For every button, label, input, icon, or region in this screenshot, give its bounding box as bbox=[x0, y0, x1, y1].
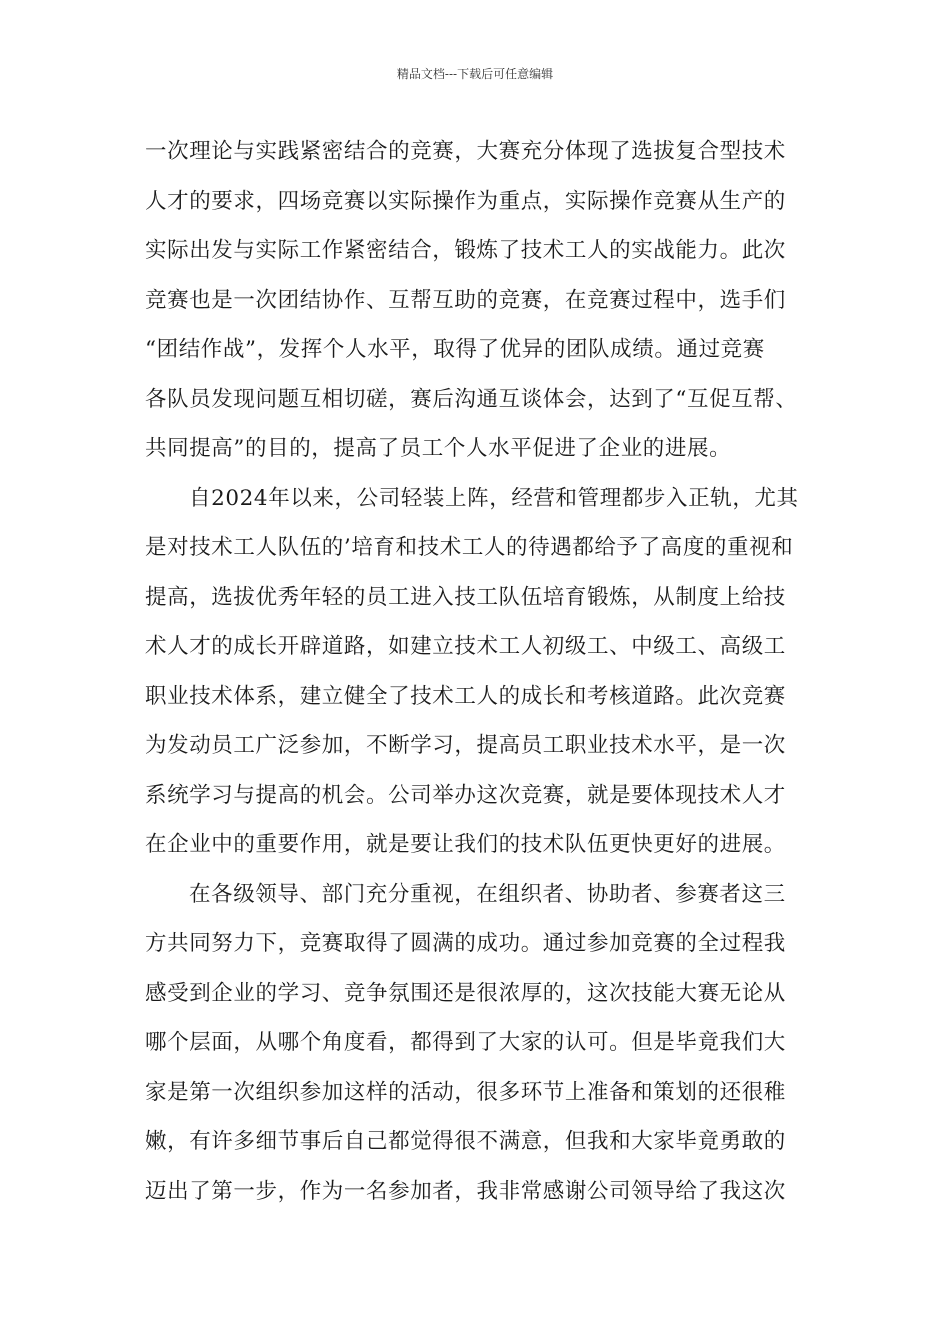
paragraph-first-line: 自2024年以来，公司轻装上阵，经营和管理都步入正轨，尤其 bbox=[189, 485, 799, 511]
text-line: 一次理论与实践紧密结合的竞赛，大赛充分体现了选拔复合型技术 bbox=[145, 139, 786, 164]
text-line: 竞赛也是一次团结协作、互帮互助的竞赛，在竞赛过程中，选手们 bbox=[145, 287, 786, 313]
text-line: 职业技术体系，建立健全了技术工人的成长和考核道路。此次竞赛 bbox=[145, 683, 786, 709]
text-line: 哪个层面，从哪个角度看，都得到了大家的认可。但是毕竟我们大 bbox=[145, 1030, 786, 1055]
text-line: 迈出了第一步，作为一名参加者，我非常感谢公司领导给了我这次 bbox=[145, 1178, 786, 1204]
text-line: 提高，选拔优秀年轻的员工进入技工队伍培育锻炼，从制度上给技 bbox=[145, 584, 786, 610]
text-line: 术人才的成长开辟道路，如建立技术工人初级工、中级工、高级工 bbox=[145, 634, 786, 659]
text-line: 系统学习与提高的机会。公司举办这次竞赛，就是要体现技术人才 bbox=[145, 782, 786, 808]
text-line: “团结作战”，发挥个人水平，取得了优异的团队成绩。通过竞赛 bbox=[145, 337, 765, 362]
text-line: 感受到企业的学习、竞争氛围还是很浓厚的，这次技能大赛无论从 bbox=[145, 980, 786, 1006]
text-line: 各队员发现问题互相切磋，赛后沟通互谈体会，达到了“互促互帮、 bbox=[145, 386, 798, 412]
text-line: 家是第一次组织参加这样的活动，很多环节上准备和策划的还很稚 bbox=[145, 1079, 786, 1105]
text-line: 人才的要求，四场竞赛以实际操作为重点，实际操作竞赛从生产的 bbox=[145, 188, 786, 214]
text-line: 在企业中的重要作用，就是要让我们的技术队伍更快更好的进展。 bbox=[145, 832, 786, 857]
text-line: 实际出发与实际工作紧密结合，锻炼了技术工人的实战能力。此次 bbox=[145, 238, 786, 263]
document-body bbox=[145, 127, 815, 1216]
text-line: 共同提高”的目的，提高了员工个人水平促进了企业的进展。 bbox=[145, 436, 732, 461]
text-line: 是对技术工人队伍的’培育和技术工人的待遇都给予了高度的重视和 bbox=[145, 535, 794, 560]
text-line: 嫩，有许多细节事后自己都觉得很不满意，但我和大家毕竟勇敢的 bbox=[145, 1129, 786, 1154]
page-header: 精品文档---下载后可任意编辑 bbox=[396, 67, 554, 81]
paragraph-first-line: 在各级领导、部门充分重视，在组织者、协助者、参赛者这三 bbox=[189, 881, 786, 907]
text-line: 方共同努力下，竞赛取得了圆满的成功。通过参加竞赛的全过程我 bbox=[145, 931, 786, 956]
text-line: 为发动员工广泛参加，不断学习，提高员工职业技术水平，是一次 bbox=[145, 733, 786, 758]
